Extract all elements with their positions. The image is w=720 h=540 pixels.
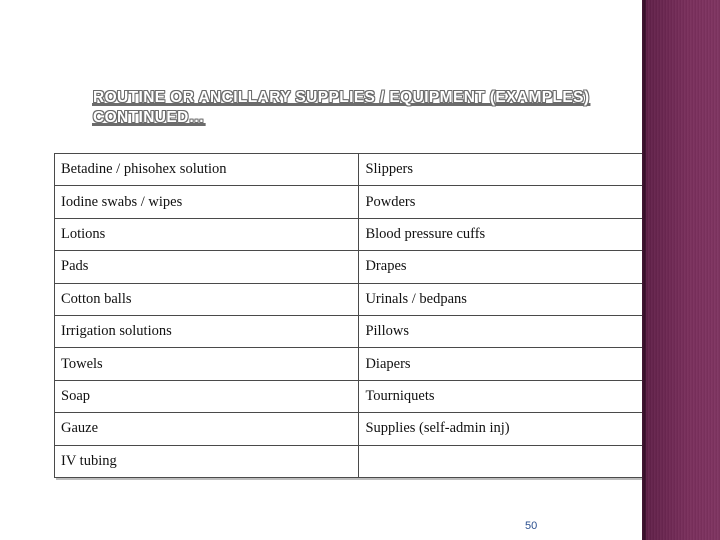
table-cell: Pads (55, 251, 359, 283)
supplies-table (54, 153, 664, 478)
slide-title-line-2: CONTINUED… (93, 109, 205, 126)
table-cell: Pillows (359, 315, 664, 347)
table-cell: Gauze (55, 413, 359, 445)
table-cell: Betadine / phisohex solution (55, 154, 359, 186)
table-row (55, 315, 664, 347)
table-cell (359, 445, 664, 477)
table-cell: Tourniquets (359, 380, 664, 412)
table-row (55, 380, 664, 412)
table-row (55, 154, 664, 186)
supplies-table-container (54, 153, 664, 478)
table-row (55, 186, 664, 218)
table-row (55, 445, 664, 477)
table-cell: Towels (55, 348, 359, 380)
table-cell: IV tubing (55, 445, 359, 477)
table-cell: Urinals / bedpans (359, 283, 664, 315)
slide-title (93, 88, 613, 128)
table-cell: Lotions (55, 218, 359, 250)
table-cell: Drapes (359, 251, 664, 283)
table-cell: Soap (55, 380, 359, 412)
table-cell: Irrigation solutions (55, 315, 359, 347)
page-number: 50 (525, 520, 538, 532)
sidebar-texture (642, 0, 720, 540)
table-row (55, 218, 664, 250)
table-cell: Diapers (359, 348, 664, 380)
table-cell: Powders (359, 186, 664, 218)
table-row (55, 413, 664, 445)
decorative-sidebar (642, 0, 720, 540)
table-cell: Supplies (self-admin inj) (359, 413, 664, 445)
table-row (55, 251, 664, 283)
table-cell: Slippers (359, 154, 664, 186)
table-cell: Cotton balls (55, 283, 359, 315)
table-row (55, 348, 664, 380)
table-row (55, 283, 664, 315)
table-cell: Blood pressure cuffs (359, 218, 664, 250)
slide-title-line-1: ROUTINE OR ANCILLARY SUPPLIES / EQUIPMENT (EXAMPLES) (93, 89, 590, 106)
table-cell: Iodine swabs / wipes (55, 186, 359, 218)
